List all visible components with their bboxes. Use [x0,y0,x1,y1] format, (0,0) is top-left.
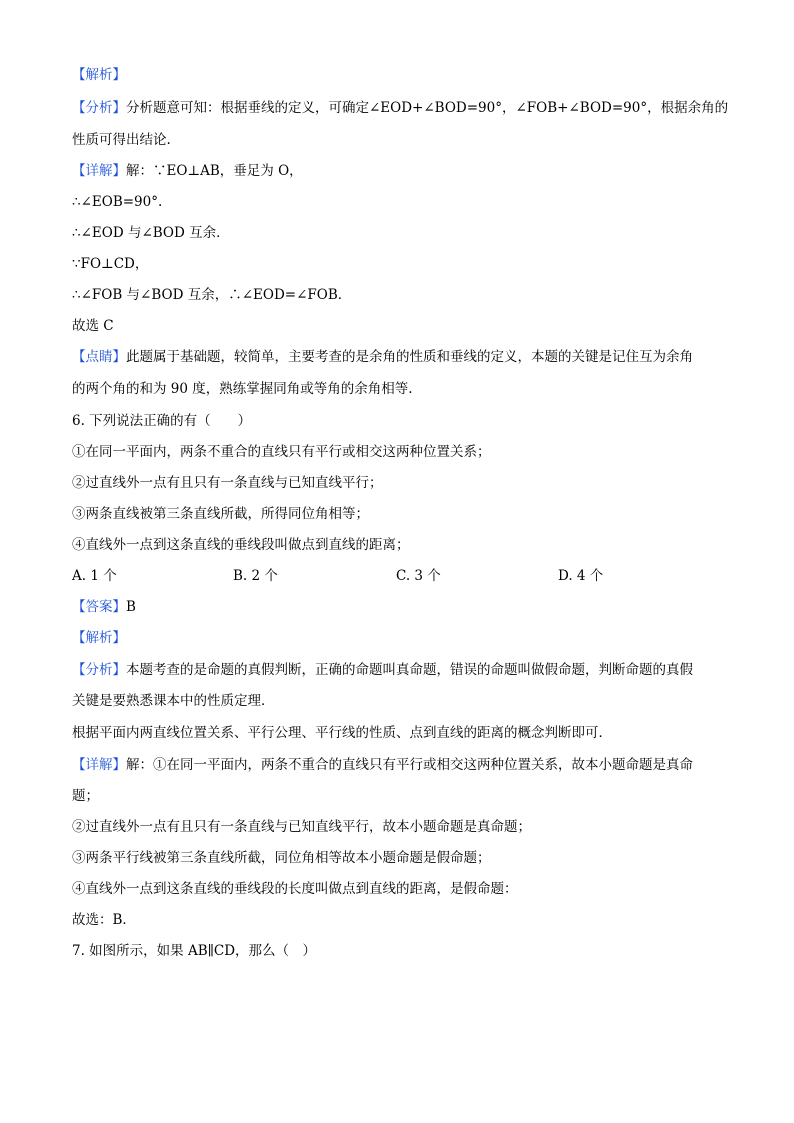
answer-line [72,598,136,616]
text-line [72,286,351,304]
line-text: ②过直线外一点有且只有一条直线与已知直线平行； [72,475,383,491]
text-line [72,66,126,84]
question-7-stem [72,942,316,960]
text-line [72,317,114,335]
statement-4 [72,536,410,554]
line-text: 解：①在同一平面内，两条不重合的直线只有平行或相交这两种位置关系，故本小题命题是真命 [126,757,693,773]
line-text: 根据平面内两直线位置关系、平行公理、平行线的性质、点到直线的距离的概念判断即可． [72,725,612,741]
line-text: 故选 C [72,318,114,334]
line-text: B [126,599,136,615]
line-text: 故选：B． [72,912,136,928]
section-tag: 【答案】 [72,599,126,615]
line-text: ∴∠EOB=90°. [72,194,163,210]
text-line [72,193,162,211]
line-text: 6. 下列说法正确的有（ ） [72,413,252,429]
line-text: 分析题意可知：根据垂线的定义，可确定∠EOD+∠BOD=90°，∠FOB+∠BOD=90°，根据余角的 [126,100,729,116]
text-line [72,255,148,273]
line-text: 7. 如图所示，如果 AB∥CD，那么（ ） [72,943,317,959]
text-line [72,880,518,898]
line-text: ③两条平行线被第三条直线所截，同位角相等故本小题命题是假命题； [72,850,491,866]
line-text: ④直线外一点到这条直线的垂线段叫做点到直线的距离； [72,537,410,553]
statement-2 [72,474,383,492]
line-text: ∵FO⊥CD， [72,256,149,272]
text-line [72,629,126,647]
statement-1 [72,443,491,461]
line-text: 解：∵EO⊥AB，垂足为 O， [126,163,303,179]
section-tag: 【分析】 [72,662,126,678]
line-text: ∴∠EOD 与∠BOD 互余． [72,225,230,241]
option-d: D. 4 个 [558,568,604,584]
option-a: A. 1 个 [72,568,117,584]
line-text: 性质可得出结论. [72,132,171,148]
option-c: C. 3 个 [396,568,441,584]
text-line [72,692,275,710]
text-line [72,724,612,742]
statement-3 [72,505,369,523]
text-line [72,162,303,180]
text-line [72,787,99,805]
line-text: ④直线外一点到这条直线的垂线段的长度叫做点到直线的距离，是假命题： [72,881,518,897]
text-line [72,818,531,836]
line-text: ①在同一平面内，两条不重合的直线只有平行或相交这两种位置关系； [72,444,491,460]
text-line [72,99,728,117]
line-text: 此题属于基础题，较简单，主要考查的是余角的性质和垂线的定义，本题的关键是记住互为余角 [126,349,693,365]
text-line [72,380,413,398]
section-tag: 【解析】 [72,630,126,646]
line-text: 题； [72,788,99,804]
section-tag: 【点睛】 [72,349,126,365]
line-text: 本题考查的是命题的真假判断，正确的命题叫真命题，错误的命题叫做假命题，判断命题的真假 [126,662,693,678]
text-line [72,131,171,149]
text-line [72,348,693,366]
question-6-stem [72,412,251,430]
text-line [72,849,491,867]
line-text: 的两个角的和为 90 度，熟练掌握同角或等角的余角相等. [72,381,413,397]
line-text: ②过直线外一点有且只有一条直线与已知直线平行，故本小题命题是真命题； [72,819,531,835]
text-line [72,756,693,774]
section-tag: 【详解】 [72,757,126,773]
section-tag: 【详解】 [72,163,126,179]
line-text: ③两条直线被第三条直线所截，所得同位角相等； [72,506,369,522]
text-line [72,224,230,242]
line-text: ∴∠FOB 与∠BOD 互余，∴∠EOD=∠FOB． [72,287,352,303]
text-line [72,661,693,679]
section-tag: 【分析】 [72,100,126,116]
section-tag: 【解析】 [72,67,126,83]
text-line [72,911,136,929]
line-text: 关键是要熟悉课本中的性质定理． [72,693,275,709]
option-b: B. 2 个 [233,568,278,584]
